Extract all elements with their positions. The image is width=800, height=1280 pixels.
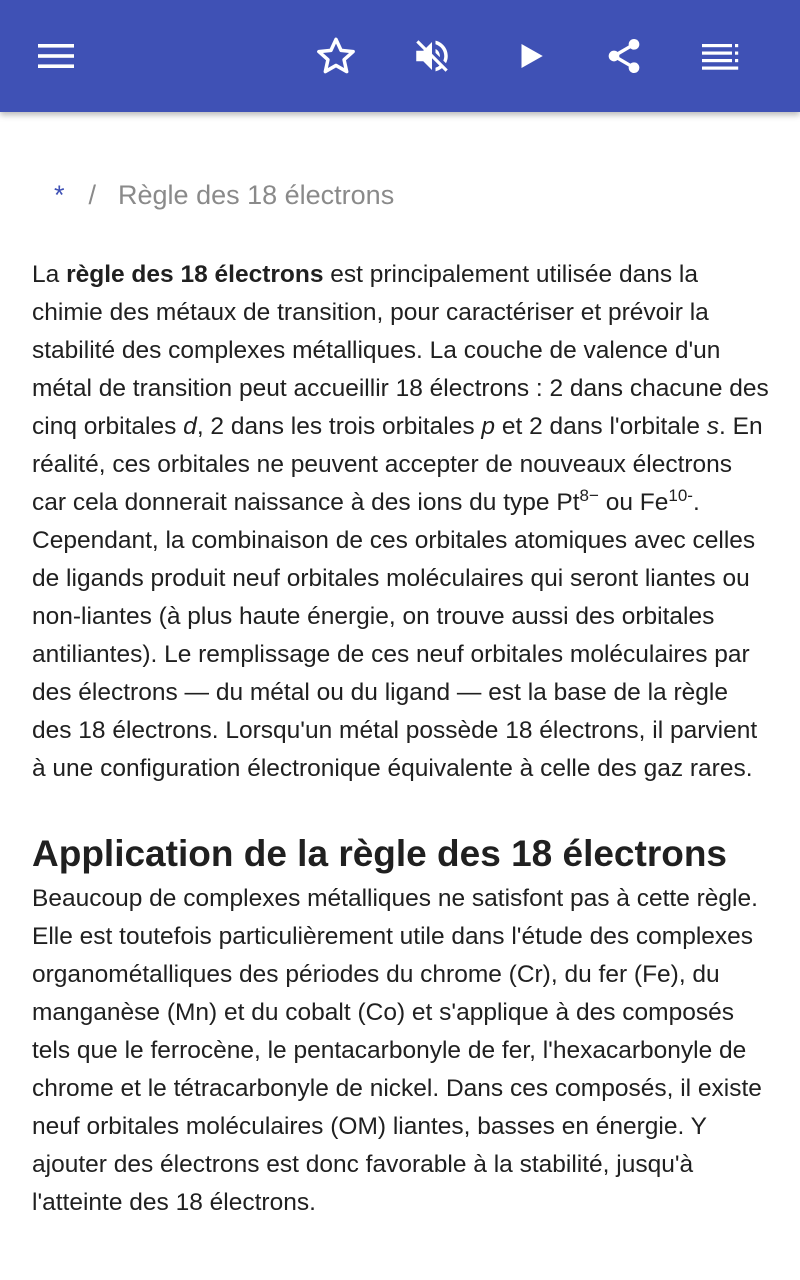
list-icon — [701, 42, 739, 70]
breadcrumb-separator: / — [88, 180, 97, 210]
intro-text: est principalement utilisée dans la chimie des métaux de transition, pour caractériser et prévoir la stabilité des complexes métalliques. La couche de valence d'un métal de transition peut accueillir 18 électrons : 2 dans chacune des cinq orbitales — [32, 261, 769, 440]
intro-text: , 2 dans les trois orbitales — [196, 413, 482, 440]
volume-off-icon — [411, 35, 453, 77]
intro-text: . Cependant, la combinaison de ces orbitales atomiques avec celles de ligands produit neuf orbitales moléculaires qui seront liantes ou non-liantes (à plus haute énergie, on trouve aussi des orbitales antiliantes). Le remplissage de ces neuf orbitales moléculaires par des électrons — du métal ou du ligand — est la base de la règle des 18 électrons. Lorsqu'un métal possède 18 électrons, il parvient à une configuration électronique équivalente à celle des gaz rares. — [32, 489, 758, 782]
star-outline-icon — [315, 35, 357, 77]
intro-bold-term: règle des 18 électrons — [66, 261, 324, 288]
intro-paragraph — [32, 256, 772, 788]
intro-text: ou Fe — [598, 489, 669, 516]
play-icon — [513, 39, 547, 73]
intro-italic-p: p — [481, 413, 496, 440]
table-of-contents-button[interactable] — [688, 24, 752, 88]
share-button[interactable] — [592, 24, 656, 88]
app-toolbar — [0, 0, 800, 112]
breadcrumb-home-link[interactable]: * — [54, 180, 65, 210]
breadcrumb-current: Règle des 18 électrons — [118, 180, 395, 210]
menu-button[interactable] — [24, 24, 88, 88]
superscript-charge: 8− — [579, 486, 599, 505]
menu-icon — [36, 41, 76, 71]
favorite-button[interactable] — [304, 24, 368, 88]
intro-italic-d: d — [183, 413, 197, 440]
superscript-charge: 10- — [668, 486, 693, 505]
section-heading: Application de la règle des 18 électrons — [32, 833, 728, 874]
intro-text: . En réalité, ces orbitales ne peuvent accepter de nouveaux électrons car cela donnerait naissance à des ions du type Pt — [32, 413, 763, 516]
play-button[interactable] — [498, 24, 562, 88]
intro-text: et 2 dans l'orbitale — [495, 413, 707, 440]
breadcrumb — [54, 180, 394, 211]
sound-toggle-button[interactable] — [400, 24, 464, 88]
intro-text: La — [32, 261, 67, 288]
share-icon — [604, 36, 644, 76]
article-body — [32, 256, 772, 1222]
article-content[interactable] — [0, 112, 800, 1280]
section-paragraph: Beaucoup de complexes métalliques ne satisfont pas à cette règle. Elle est toutefois particulièrement utile dans l'étude des complexes organométalliques des périodes du chrome (Cr), du fer (Fe), du manganèse (Mn) et du cobalt (Co) et s'applique à des composés tels que le ferrocène, le pentacarbonyle de fer, l'hexacarbonyle de chrome et le tétracarbonyle de nickel. Dans ces composés, il existe neuf orbitales moléculaires (OM) liantes, basses en énergie. Y ajouter des électrons est donc favorable à la stabilité, jusqu'à l'atteinte des 18 électrons. — [32, 885, 762, 1216]
intro-italic-s: s — [706, 413, 720, 440]
